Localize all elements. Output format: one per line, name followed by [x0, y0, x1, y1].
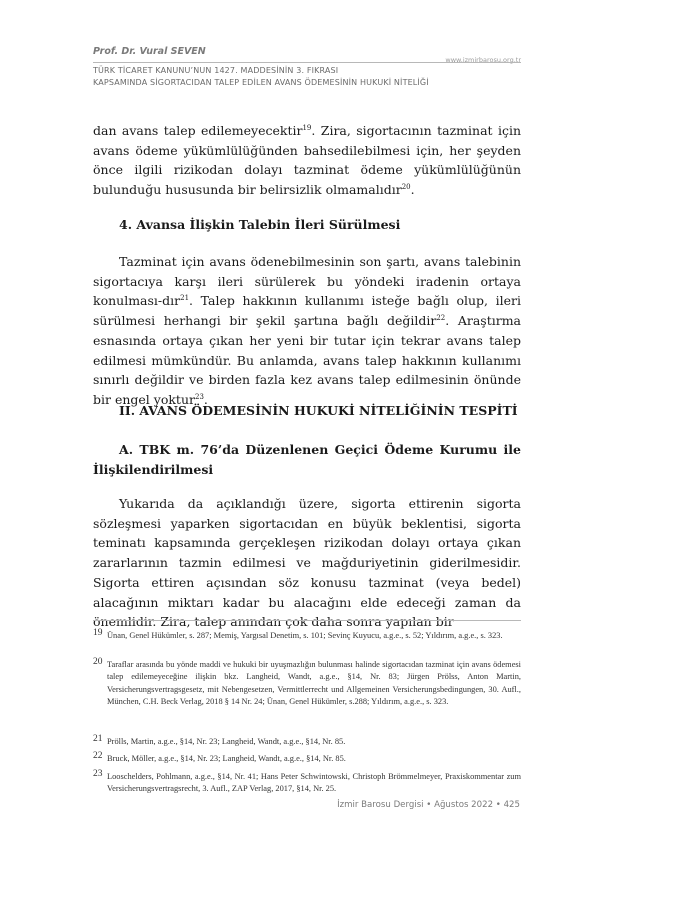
paragraph-text: dan avans talep edilemeyecektir [93, 123, 303, 138]
footnote-22 [93, 753, 521, 765]
footnote-ref-20: 20 [401, 182, 411, 191]
footnote-ref-23: 23 [194, 392, 204, 401]
footnote-number: 19 [93, 628, 103, 638]
paragraph-text: . [203, 391, 208, 407]
footnote-ref-19: 19 [302, 123, 312, 132]
footnote-23 [93, 771, 521, 796]
footnote-ref-22: 22 [436, 313, 446, 322]
page-footer: İzmir Barosu Dergisi • Ağustos 2022 • 425 [337, 800, 520, 810]
footnote-19 [93, 630, 521, 642]
paragraph-text: . Zira, sigortacının tazminat için avans ödeme yükümlülüğünden bahsedilebilmesi için, her şeyden önce ilgili rizikodan dolayı tazminat ödeme yükümlülüğünün bulunduğu hususunda bir belirsizlik olmamalıdır [93, 123, 521, 198]
footnote-text: Taraflar arasında bu yönde maddi ve hukuki bir uyuşmazlığın bulunması halinde sigortacıdan tazminat için avans ödemesi talep edilemeyeceğine ilişkin bkz. Langheid, Wandt, a.g.e., §14, Nr. 83; Jürgen Prölss, Anton Martin, Versicherungsvertragsgesetz, mit Nebengesetzen, Vermittlerrecht und Allgemeinen Versicherungsbedingungen, 30. Aufl., München, C.H. Beck Verlag, 2018 § 14 Nr. 24; Ünan, Genel Hükümler, s.288; Yıldırım, a.g.e., s. 323. [107, 660, 521, 707]
footnote-number: 20 [93, 657, 103, 667]
footnote-text: Ünan, Genel Hükümler, s. 287; Memiş, Yargısal Denetim, s. 101; Sevinç Kuyucu, a.g.e., s. 52; Yıldırım, a.g.e., s. 323. [107, 631, 503, 640]
header-article-title [93, 65, 429, 89]
footnote-21 [93, 736, 521, 748]
footnote-divider [93, 620, 521, 621]
header-author: Prof. Dr. Vural SEVEN [93, 46, 206, 57]
body-paragraph-2 [93, 252, 521, 410]
paragraph-text: . Araştırma esnasında ortaya çıkan her yeni bir tutar için tekrar avans talep edilmesi mümkündür. Bu anlamda, avans talep hakkının kullanımı sınırlı değildir ve birden fazla kez avans talep edilmesinin önünde bir engel yoktur [93, 313, 522, 407]
footnote-ref-21: 21 [180, 294, 190, 303]
paragraph-text: Tazminat için avans ödenebilmesinin son şartı, avans talebinin sigortacıya karşı ileri sürülerek bu yöndeki iradenin ortaya konulması-dır [93, 254, 521, 309]
paragraph-text: Yukarıda da açıklandığı üzere, sigorta ettirenin sigorta sözleşmesi yaparken sigortacıdan en büyük beklentisi, sigorta teminatı kapsamında gerçekleşen rizikodan dolayı ortaya çıkan zararlarının tazmin edilmesi ve mağduriyetinin giderilmesidir. Sigorta ettiren açısından söz konusu tazminat (veya bedel) alacağının miktarı kadar bu alacağını elde edeceği zaman da önemlidir. Zira, talep anından çok daha sonra yapılan bir [93, 496, 521, 630]
body-paragraph-1 [93, 121, 521, 200]
paragraph-text: . Talep hakkının kullanımı isteğe bağlı olup, ileri sürülmesi herhangi bir şekil şartına bağlı değildir [93, 293, 521, 329]
section-heading-II: II. AVANS ÖDEMESİNİN HUKUKİ NİTELİĞİNİN TESPİTİ [119, 403, 518, 418]
footnote-number: 21 [93, 734, 103, 744]
header-title-line-2: KAPSAMINDA SİGORTACIDAN TALEP EDİLEN AVANS ÖDEMESİNİN HUKUKİ NİTELİĞİ [93, 78, 429, 87]
footnote-number: 22 [93, 751, 103, 761]
footnote-text: Prölls, Martin, a.g.e., §14, Nr. 23; Langheid, Wandt, a.g.e., §14, Nr. 85. [107, 737, 346, 746]
footnote-number: 23 [93, 769, 103, 779]
header-divider [93, 62, 521, 63]
footnote-text: Bruck, Möller, a.g.e., §14, Nr. 23; Langheid, Wandt, a.g.e., §14, Nr. 85. [107, 754, 346, 763]
paragraph-text: . [410, 182, 415, 198]
section-heading-4: 4. Avansa İlişkin Talebin İleri Sürülmesi [119, 217, 401, 232]
body-paragraph-3 [93, 494, 521, 632]
footnote-text: Looschelders, Pohlmann, a.g.e., §14, Nr. 41; Hans Peter Schwintowski, Christoph Brömmelmeyer, Praxiskommentar zum Versicherungsvertragsrecht, 3. Aufl., ZAP Verlag, 2017, §14, Nr. 25. [107, 772, 521, 794]
section-heading-A: A. TBK m. 76’da Düzenlenen Geçici Ödeme Kurumu ile İlişkilendirilmesi [93, 442, 521, 477]
footnote-20 [93, 659, 521, 709]
header-website: www.izmirbarosu.org.tr [445, 56, 521, 64]
header-title-line-1: TÜRK TİCARET KANUNU’NUN 1427. MADDESİNİN 3. FIKRASI [93, 66, 339, 75]
